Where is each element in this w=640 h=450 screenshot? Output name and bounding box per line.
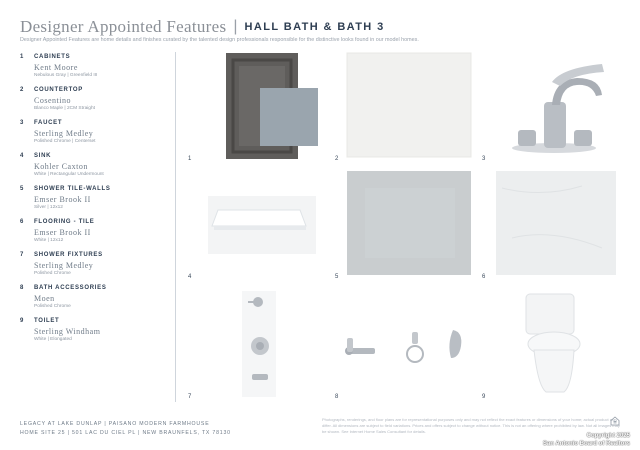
feature-number: 6 bbox=[20, 219, 24, 225]
countertop-swatch bbox=[335, 50, 477, 162]
toilet-icon bbox=[482, 288, 624, 400]
feature-description: Polished Chrome bbox=[34, 304, 71, 309]
feature-description: Polished Chrome | Centerset bbox=[34, 139, 96, 144]
countertop-cell bbox=[335, 50, 477, 162]
grid-label: 3 bbox=[482, 156, 486, 162]
feature-description: Nebulous Gray | Greenfield III bbox=[34, 73, 98, 78]
feature-category: CABINETS bbox=[34, 54, 71, 60]
feature-description: Polished Chrome bbox=[34, 271, 71, 276]
intro-text: Designer Appointed Features are home details and finishes curated by the talented design professionals responsible for the distinctive looks found in our model homes. bbox=[20, 37, 419, 43]
copyright-notice bbox=[543, 432, 630, 448]
copyright-owner: San Antonio Board of Realtors bbox=[542, 441, 630, 447]
shower-tile-swatch bbox=[335, 168, 477, 280]
footer-community: LEGACY AT LAKE DUNLAP | PAISANO MODERN FARMHOUSE bbox=[20, 421, 210, 427]
grid-label: 1 bbox=[188, 156, 192, 162]
footer-disclaimer: Photographs, renderings, and floor plans are for representational purposes only and may not reflect the exact features or dimensions of your home; actual product may differ. All dimensions are subject to field variations. Prices and offers subject to change without notice. This is not an offering where prohibited by law. Not all images may be shown. See Internet Home Sales Consultant for details. bbox=[322, 417, 620, 434]
feature-item-faucet bbox=[20, 118, 170, 151]
feature-brand: Sterling Medley bbox=[34, 129, 94, 138]
feature-item-flooring bbox=[20, 217, 170, 250]
grid-label: 7 bbox=[188, 394, 192, 400]
feature-description: White | 12x12 bbox=[34, 238, 64, 243]
page-subtitle: HALL BATH & BATH 3 bbox=[244, 21, 385, 33]
footer-homesite: HOME SITE 25 | 501 LAC DU CIEL PL | NEW BRAUNFELS, TX 78130 bbox=[20, 430, 231, 436]
flooring-tile-swatch bbox=[482, 168, 624, 280]
feature-brand: Kent Moore bbox=[34, 63, 78, 72]
faucet-icon bbox=[482, 50, 624, 162]
grid-label: 5 bbox=[335, 274, 339, 280]
feature-brand: Emser Brook II bbox=[34, 228, 91, 237]
feature-number: 8 bbox=[20, 285, 24, 291]
feature-brand: Cosentino bbox=[34, 96, 71, 105]
bath-accessories-icon bbox=[335, 288, 477, 400]
shower-tile-cell bbox=[335, 168, 477, 280]
cabinet-image bbox=[188, 50, 330, 162]
feature-item-cabinets bbox=[20, 52, 170, 85]
features-list bbox=[20, 52, 170, 349]
feature-category: FAUCET bbox=[34, 120, 63, 126]
feature-category: TOILET bbox=[34, 318, 60, 324]
sink-cell bbox=[188, 168, 330, 280]
feature-item-shower-fixtures bbox=[20, 250, 170, 283]
shower-fixtures-cell bbox=[188, 288, 330, 400]
feature-category: SINK bbox=[34, 153, 52, 159]
feature-description: Blanco Maple | 2CM Straight bbox=[34, 106, 95, 111]
feature-brand: Sterling Medley bbox=[34, 261, 94, 270]
grid-label: 2 bbox=[335, 156, 339, 162]
feature-category: COUNTERTOP bbox=[34, 87, 83, 93]
feature-number: 1 bbox=[20, 54, 24, 60]
feature-category: SHOWER FIXTURES bbox=[34, 252, 103, 258]
equal-housing-icon bbox=[610, 416, 620, 426]
feature-number: 3 bbox=[20, 120, 24, 126]
bath-accessories-cell bbox=[335, 288, 477, 400]
grid-label: 4 bbox=[188, 274, 192, 280]
feature-number: 7 bbox=[20, 252, 24, 258]
feature-number: 5 bbox=[20, 186, 24, 192]
sink-icon bbox=[188, 168, 330, 280]
feature-description: White | Elongated bbox=[34, 337, 72, 342]
feature-description: Silver | 12x12 bbox=[34, 205, 63, 210]
footer-address bbox=[20, 420, 231, 438]
feature-category: BATH ACCESSORIES bbox=[34, 285, 107, 291]
feature-item-sink bbox=[20, 151, 170, 184]
feature-brand: Kohler Caxton bbox=[34, 162, 88, 171]
grid-label: 9 bbox=[482, 394, 486, 400]
feature-item-shower-tile bbox=[20, 184, 170, 217]
feature-brand: Moen bbox=[34, 294, 55, 303]
divider-line bbox=[175, 52, 176, 402]
feature-description: White | Rectangular Undermount bbox=[34, 172, 104, 177]
feature-item-bath-accessories bbox=[20, 283, 170, 316]
grid-label: 8 bbox=[335, 394, 339, 400]
feature-category: FLOORING - TILE bbox=[34, 219, 95, 225]
feature-item-countertop bbox=[20, 85, 170, 118]
page-header bbox=[20, 15, 385, 39]
page-title: Designer Appointed Features bbox=[20, 17, 227, 36]
toilet-cell bbox=[482, 288, 624, 400]
feature-number: 2 bbox=[20, 87, 24, 93]
faucet-cell bbox=[482, 50, 624, 162]
title-separator: | bbox=[233, 18, 238, 35]
feature-item-toilet bbox=[20, 316, 170, 349]
feature-number: 9 bbox=[20, 318, 24, 324]
feature-brand: Emser Brook II bbox=[34, 195, 91, 204]
feature-number: 4 bbox=[20, 153, 24, 159]
shower-fixtures-icon bbox=[188, 288, 330, 400]
grid-label: 6 bbox=[482, 274, 486, 280]
feature-category: SHOWER TILE-WALLS bbox=[34, 186, 111, 192]
cabinet-cell bbox=[188, 50, 330, 162]
copyright-year: Copyright 2025 bbox=[586, 433, 630, 439]
feature-brand: Sterling Windham bbox=[34, 327, 101, 336]
flooring-cell bbox=[482, 168, 624, 280]
